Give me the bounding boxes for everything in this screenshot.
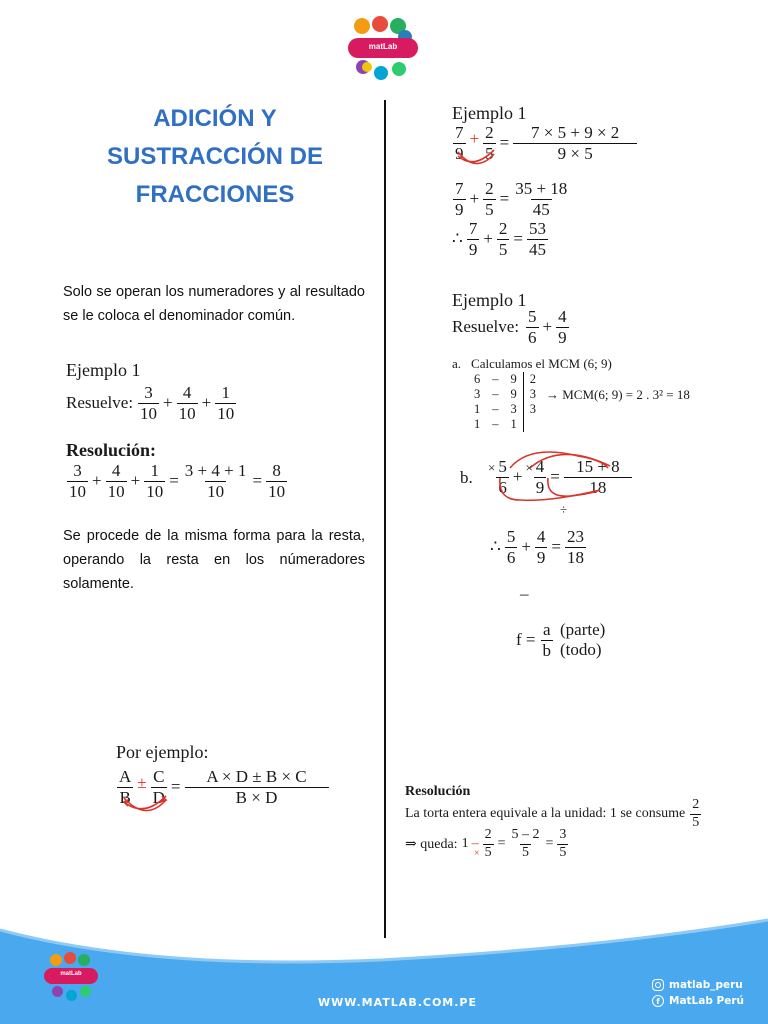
fraction: $\frac{4}{9}$	[536, 527, 546, 567]
fraction-definition: f = $\frac{a}{b}$ (parte) (todo)	[516, 619, 606, 660]
title-line-1: ADICIÓN Y	[153, 105, 277, 132]
fraction: $\frac{7}{9}$	[455, 179, 464, 219]
mcm-result: → MCM(6; 9) = 2 . 3² = 18	[546, 387, 690, 402]
facebook-handle: MatLab Perú	[669, 995, 744, 1007]
instagram-link[interactable]	[652, 979, 743, 991]
fraction: $\frac{4}{9}$	[558, 307, 567, 347]
title-line-2: SUSTRACCIÓN DE	[106, 143, 323, 170]
fraction: $\frac{2}{5}$	[498, 219, 508, 259]
fraction: $\frac{4}{9}$	[535, 457, 545, 497]
website-link[interactable]: WWW.MATLAB.COM.PE	[318, 996, 478, 1009]
step1-fraction: $\frac{7 \times 5 + 9 \times 2}{9 \times 5}$	[513, 124, 637, 163]
fraction: $\frac{3}{10}$	[69, 461, 86, 501]
right-example2-result: ∴ $\frac{5}{6}$ + $\frac{4}{9}$ = $\frac{23}{18}$	[490, 527, 585, 567]
result-fraction: $\frac{3}{5}$	[559, 827, 567, 860]
plus-minus-sign: ±	[137, 773, 147, 793]
step-b-fraction: $\frac{15 + 8}{18}$	[564, 458, 632, 497]
step-b-expression: × $\frac{5}{6}$ + × $\frac{4}{9}$ = $\frac{15 + 8}{18}$	[488, 458, 633, 497]
left-example-expression: Resuelve: $\frac{3}{10}$ + $\frac{4}{10}$ + $\frac{1}{10}$	[66, 383, 235, 423]
result-fraction: $\frac{53}{45}$	[529, 219, 547, 259]
table-row: 3 – 9 3	[468, 387, 542, 402]
stray-dash: –	[520, 584, 529, 603]
right-example2-heading: Ejemplo 1	[452, 290, 527, 310]
resolution-box-heading: Resolución	[405, 784, 471, 799]
title-line-3: FRACCIONES	[135, 181, 295, 208]
right-example1-heading: Ejemplo 1	[452, 103, 527, 123]
general-result-fraction: $\frac{A \times D \pm B \times C}{B \times D}$	[185, 768, 329, 807]
left-resolution-expression: $\frac{3}{10}$ + $\frac{4}{10}$ + $\frac{1}{10}$ = $\frac{3 + 4 + 1}{10}$ = $\frac{8}{10}$	[69, 461, 286, 501]
fraction: $\frac{4}{10}$	[178, 383, 196, 423]
fraction: $\frac{5}{6}$	[506, 527, 516, 567]
fraction-c-d: $\frac{C}{D}$	[152, 767, 165, 807]
fraction: $\frac{5}{6}$	[528, 307, 537, 347]
general-formula: $\frac{A}{B}$ ± $\frac{C}{D}$ = $\frac{A \times D \pm B \times C}{B \times D}$	[116, 768, 330, 807]
step-a: a. Calculamos el MCM (6; 9)	[452, 356, 612, 371]
step2-fraction: $\frac{35 + 18}{45}$	[515, 179, 568, 219]
step-b-label: b.	[460, 468, 473, 487]
fraction: $\frac{7}{9}$	[455, 123, 464, 163]
fraction: $\frac{4}{10}$	[107, 461, 125, 501]
mcm-table	[468, 372, 542, 432]
footer-logo	[44, 952, 100, 1004]
table-row: 1 – 1	[468, 417, 542, 432]
table-row: 1 – 3 3	[468, 402, 542, 417]
resuelve-label: Resuelve:	[452, 317, 520, 337]
queda-expression: ⇒ queda: 1 – $\frac{2}{5}$ = $\frac{5 - 2}{5}$ = $\frac{3}{5}$	[405, 827, 567, 860]
mcm-table-container	[468, 372, 690, 432]
result-fraction: $\frac{8}{10}$	[268, 461, 286, 501]
general-example-heading: Por ejemplo:	[116, 742, 209, 762]
whole-label: (todo)	[560, 640, 602, 659]
intro-paragraph: Solo se operan los numeradores y al resultado se le coloca el denominador común.	[63, 284, 365, 324]
fraction: $\frac{1}{10}$	[217, 383, 235, 423]
matlab-logo	[346, 16, 420, 82]
subtraction-paragraph: Se procede de la misma forma para la resta, operando la resta en los númeradores solamente.	[63, 528, 365, 592]
instagram-icon	[652, 979, 664, 991]
fraction: $\frac{2}{5}$	[485, 123, 494, 163]
division-arrows	[490, 438, 630, 510]
right-example1-step1: $\frac{7}{9}$ + $\frac{2}{5}$ = $\frac{7 \times 5 + 9 \times 2}{9 \times 5}$	[452, 124, 638, 163]
result-fraction: $\frac{23}{18}$	[567, 527, 585, 567]
instagram-handle: matlab_peru	[669, 979, 743, 991]
page-title	[62, 100, 368, 214]
column-divider	[384, 100, 386, 938]
fraction: $\frac{2}{5}$	[484, 827, 492, 860]
fraction: $\frac{5}{6}$	[498, 457, 507, 497]
facebook-icon: f	[652, 995, 664, 1007]
table-row: 6 – 9 2	[468, 372, 542, 387]
fraction: $\frac{2}{5}$	[485, 179, 494, 219]
sum-fraction: $\frac{3 + 4 + 1}{10}$	[184, 461, 247, 501]
logo-label: matLab	[368, 42, 398, 51]
definition-fraction: $\frac{a}{b}$	[542, 619, 551, 660]
left-example-heading: Ejemplo 1	[66, 360, 141, 380]
right-example2-expression: Resuelve: $\frac{5}{6}$ + $\frac{4}{9}$	[452, 307, 567, 347]
mid-fraction: $\frac{5 - 2}{5}$	[511, 827, 540, 860]
right-example1-result: ∴ $\frac{7}{9}$ + $\frac{2}{5}$ = $\frac{53}{45}$	[452, 219, 547, 259]
times-mark: ×	[474, 848, 480, 859]
fraction-a-b: $\frac{A}{B}$	[119, 767, 132, 807]
facebook-link[interactable]	[652, 995, 744, 1007]
resolution-heading: Resolución:	[66, 440, 156, 460]
cross-multiply-arrows	[452, 146, 502, 176]
part-label: (parte)	[560, 620, 606, 639]
divide-sign: ÷	[560, 502, 568, 517]
fraction: $\frac{3}{10}$	[140, 383, 158, 423]
fraction: $\frac{7}{9}$	[468, 219, 478, 259]
resuelve-label: Resuelve:	[66, 393, 134, 413]
cross-multiply-arrows	[116, 790, 176, 824]
fraction: $\frac{1}{10}$	[146, 461, 164, 501]
right-example1-step2: $\frac{7}{9}$ + $\frac{2}{5}$ = $\frac{35 + 18}{45}$	[455, 179, 568, 219]
consumed-fraction: $\frac{2}{5}$	[692, 797, 700, 830]
resolution-box-text: La torta entera equivale a la unidad: 1 se consume $\frac{2}{5}$	[405, 797, 700, 830]
footer-logo-label: matLab	[60, 971, 82, 977]
